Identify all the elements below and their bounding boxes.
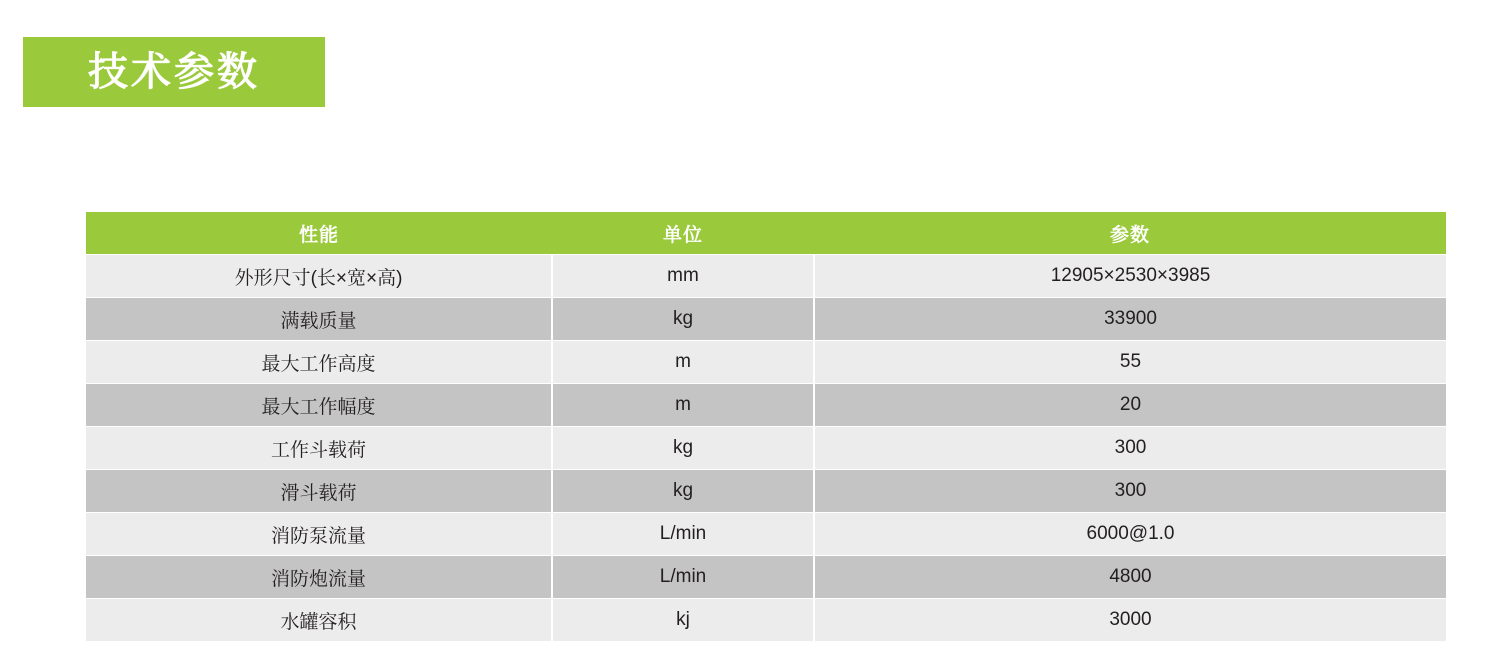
cell-value: 12905×2530×3985 bbox=[814, 255, 1446, 298]
cell-unit: L/min bbox=[552, 513, 814, 556]
table-row bbox=[86, 599, 1446, 642]
page-title: 技术参数 bbox=[88, 50, 260, 94]
table-row bbox=[86, 341, 1446, 384]
table-row bbox=[86, 255, 1446, 298]
cell-performance: 滑斗载荷 bbox=[86, 470, 552, 513]
column-header-value: 参数 bbox=[814, 212, 1446, 255]
table-header bbox=[86, 212, 1446, 255]
table-header-row bbox=[86, 212, 1446, 255]
section-title-banner bbox=[23, 37, 325, 107]
cell-performance: 消防炮流量 bbox=[86, 556, 552, 599]
cell-value: 6000@1.0 bbox=[814, 513, 1446, 556]
cell-unit: kj bbox=[552, 599, 814, 642]
cell-value: 3000 bbox=[814, 599, 1446, 642]
cell-performance: 满载质量 bbox=[86, 298, 552, 341]
technical-parameters-table bbox=[86, 212, 1446, 642]
cell-value: 300 bbox=[814, 470, 1446, 513]
cell-unit: mm bbox=[552, 255, 814, 298]
table-row bbox=[86, 556, 1446, 599]
cell-value: 4800 bbox=[814, 556, 1446, 599]
column-header-unit: 单位 bbox=[552, 212, 814, 255]
cell-value: 33900 bbox=[814, 298, 1446, 341]
cell-unit: kg bbox=[552, 427, 814, 470]
column-header-performance: 性能 bbox=[86, 212, 552, 255]
table-row bbox=[86, 470, 1446, 513]
cell-unit: m bbox=[552, 384, 814, 427]
cell-value: 300 bbox=[814, 427, 1446, 470]
cell-performance: 最大工作幅度 bbox=[86, 384, 552, 427]
table-body bbox=[86, 255, 1446, 642]
cell-unit: kg bbox=[552, 298, 814, 341]
cell-unit: kg bbox=[552, 470, 814, 513]
table-row bbox=[86, 427, 1446, 470]
cell-value: 55 bbox=[814, 341, 1446, 384]
table-row bbox=[86, 513, 1446, 556]
table-row bbox=[86, 298, 1446, 341]
table-row bbox=[86, 384, 1446, 427]
cell-performance: 最大工作高度 bbox=[86, 341, 552, 384]
cell-value: 20 bbox=[814, 384, 1446, 427]
cell-performance: 水罐容积 bbox=[86, 599, 552, 642]
cell-unit: L/min bbox=[552, 556, 814, 599]
cell-performance: 外形尺寸(长×宽×高) bbox=[86, 255, 552, 298]
cell-unit: m bbox=[552, 341, 814, 384]
cell-performance: 工作斗载荷 bbox=[86, 427, 552, 470]
cell-performance: 消防泵流量 bbox=[86, 513, 552, 556]
